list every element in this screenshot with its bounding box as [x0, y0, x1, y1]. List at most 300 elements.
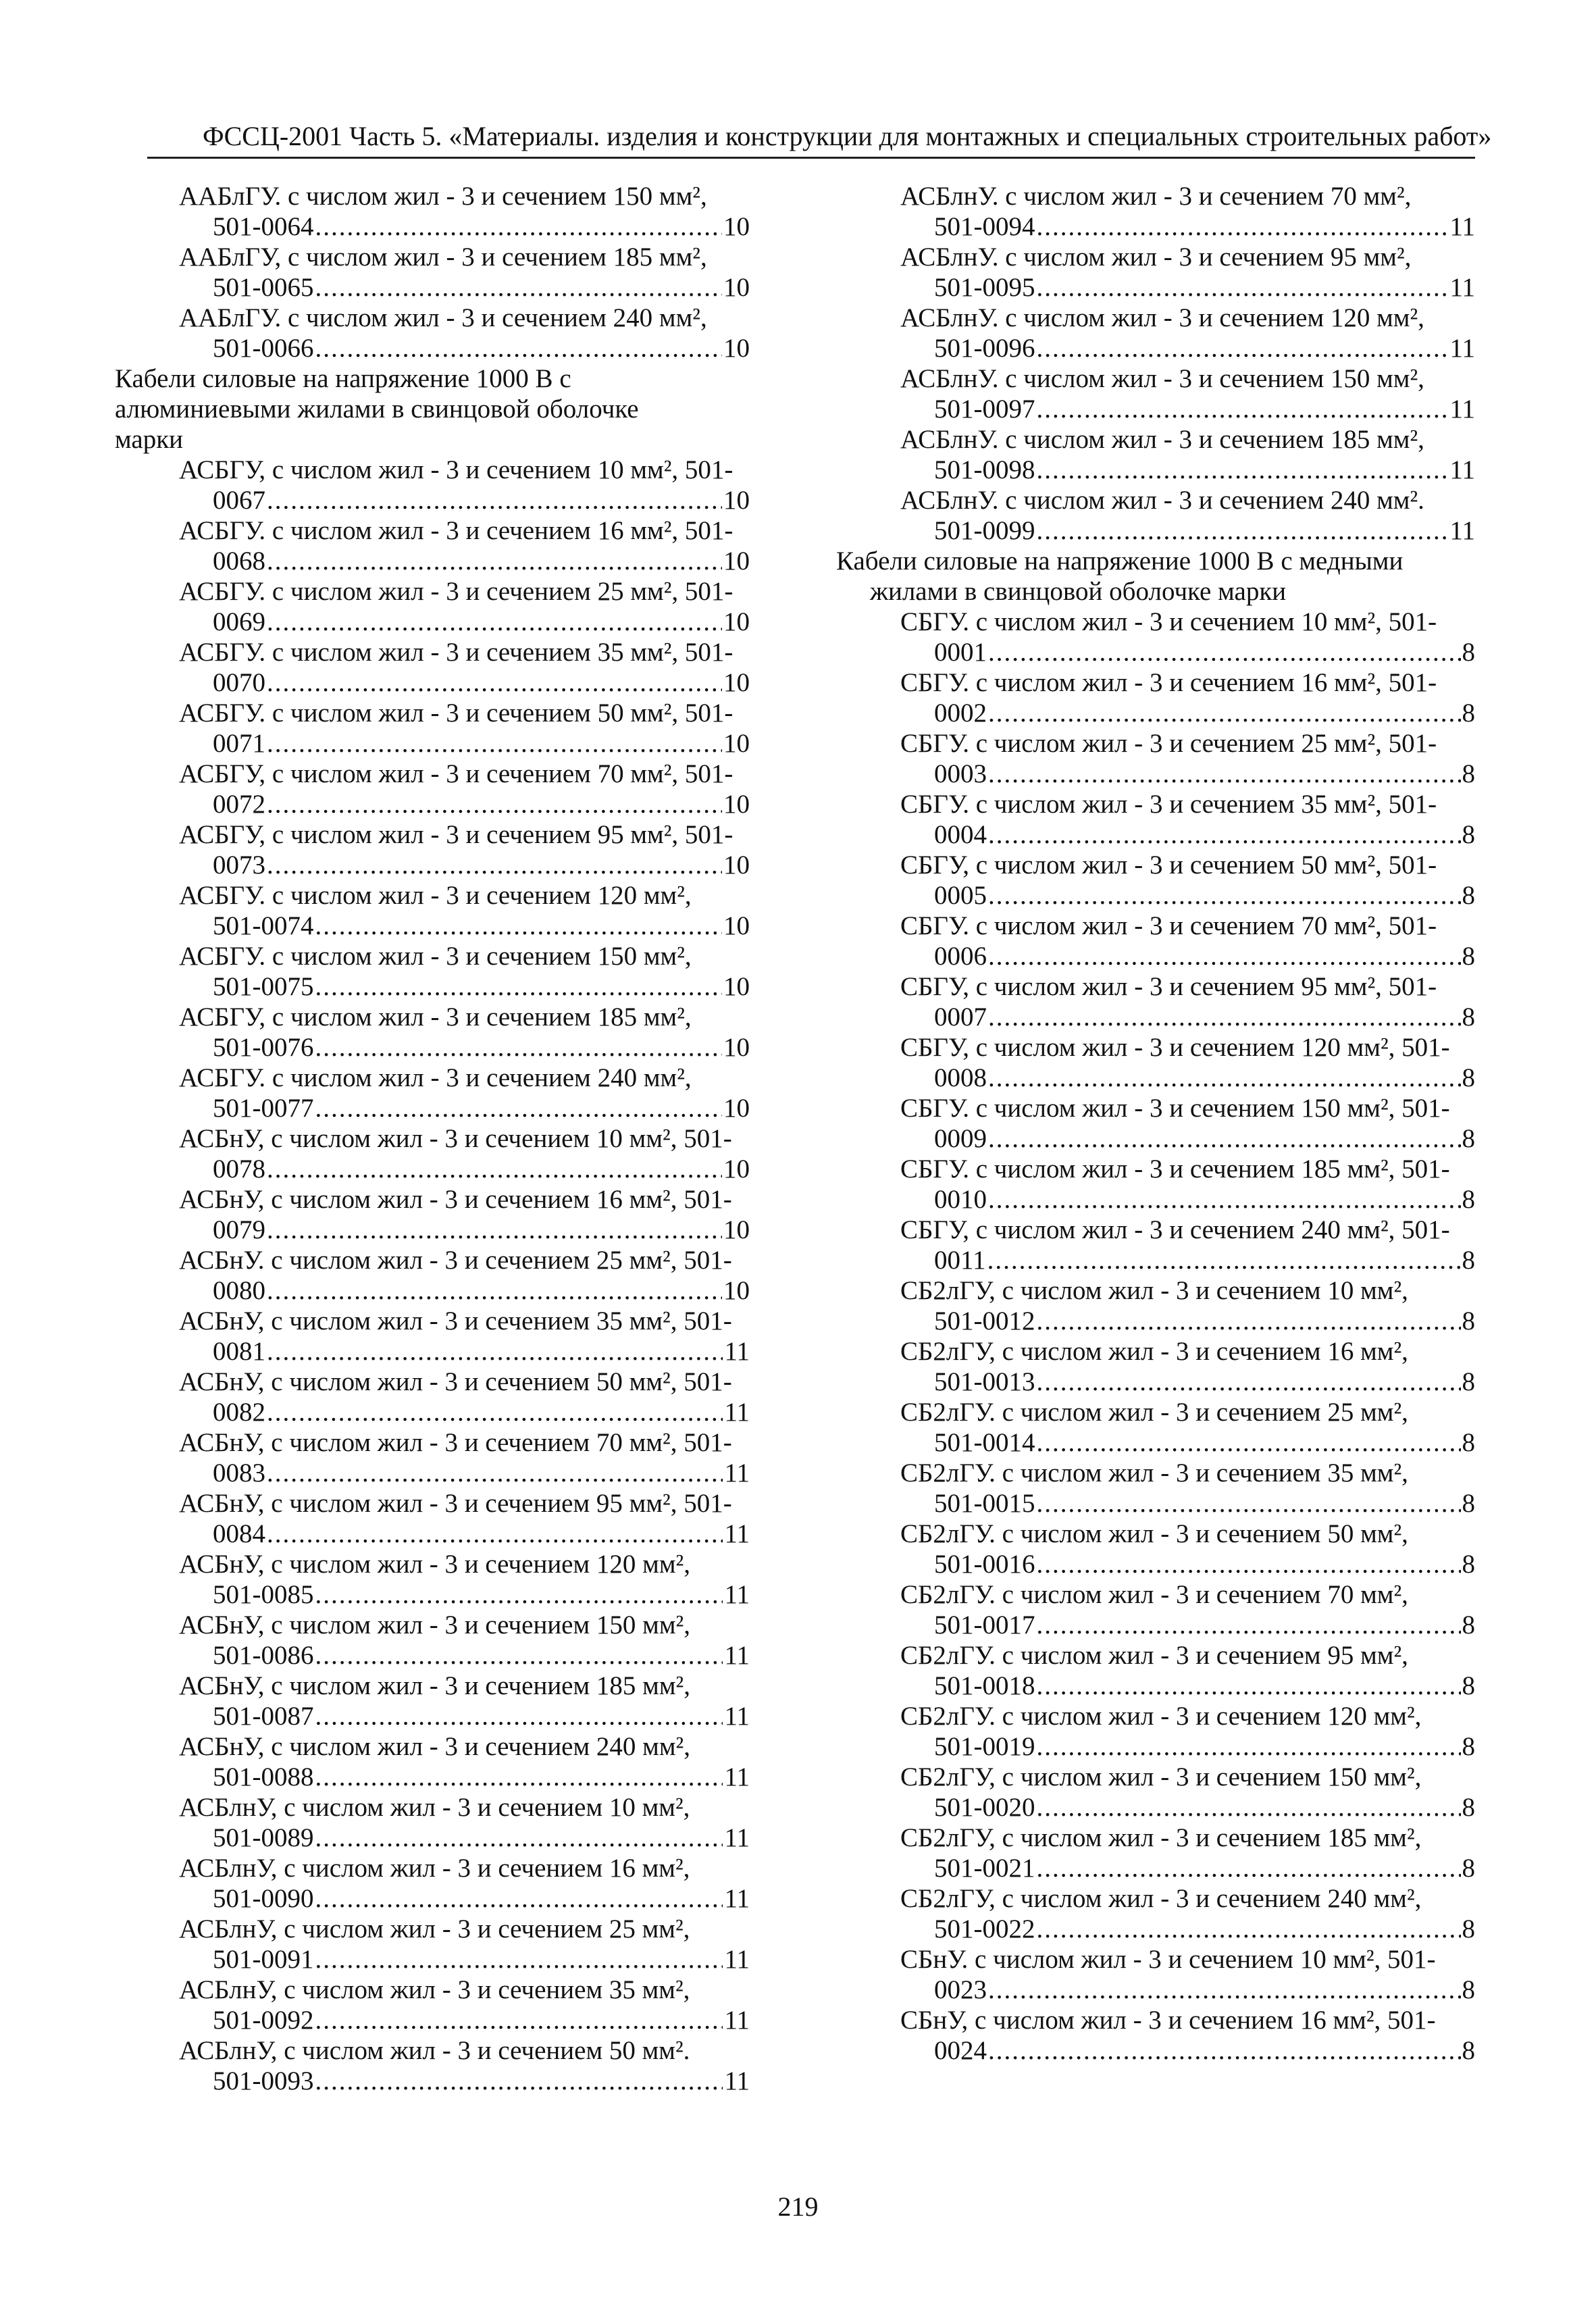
index-entry — [836, 1215, 1475, 1275]
entry-label: АСБГУ, с числом жил - 3 и сечением 70 мм², 501- — [179, 759, 733, 788]
entry-code-line — [179, 1154, 750, 1184]
entry-code: 0084 — [213, 1519, 265, 1548]
entry-page-ref: 8 — [1462, 638, 1475, 667]
entry-label: АСБлнУ. с числом жил - 3 и сечением 70 мм², — [900, 182, 1412, 211]
entry-code-line — [900, 2035, 1475, 2066]
entry-label: АСБнУ, с числом жил - 3 и сечением 185 мм², — [179, 1671, 690, 1700]
entry-label: АСБГУ. с числом жил - 3 и сечением 120 мм², — [179, 881, 692, 910]
index-entry — [115, 941, 750, 1002]
index-entry — [836, 303, 1475, 363]
entry-code-line — [900, 698, 1475, 728]
entry-label: АСБнУ, с числом жил - 3 и сечением 10 мм², 501- — [179, 1124, 732, 1153]
entry-page-ref: 11 — [1449, 273, 1475, 302]
index-entry — [115, 455, 750, 515]
entry-code-line — [900, 759, 1475, 789]
entry-code: 501-0021 — [934, 1854, 1035, 1883]
index-entry — [115, 1184, 750, 1245]
entry-code-line — [179, 1215, 750, 1245]
entry-code: 0079 — [213, 1215, 265, 1244]
dot-leader — [267, 728, 722, 759]
entry-label: ААБлГУ. с числом жил - 3 и сечением 150 мм², — [179, 182, 707, 211]
entry-label: АСБнУ. с числом жил - 3 и сечением 25 мм², 501- — [179, 1246, 732, 1275]
dot-leader — [988, 880, 1461, 911]
index-entry — [836, 181, 1475, 242]
index-entry — [836, 1823, 1475, 1883]
index-entry — [115, 576, 750, 637]
entry-code-line — [179, 2005, 750, 2035]
dot-leader — [988, 1002, 1461, 1032]
index-entry — [836, 728, 1475, 789]
index-entry — [836, 1032, 1475, 1093]
entry-label: СБ2лГУ, с числом жил - 3 и сечением 10 мм², — [900, 1276, 1408, 1305]
dot-leader — [988, 2035, 1461, 2066]
entry-code: 501-0098 — [934, 455, 1035, 484]
entry-code-line — [179, 2066, 750, 2096]
index-entry — [836, 1154, 1475, 1215]
entry-label: СБГУ. с числом жил - 3 и сечением 16 мм², 501- — [900, 668, 1437, 697]
entry-code-line — [179, 607, 750, 637]
index-entry — [115, 181, 750, 242]
dot-leader — [988, 1184, 1461, 1215]
entry-code-line — [900, 1853, 1475, 1883]
index-entry — [115, 1731, 750, 1792]
entry-label: СБГУ, с числом жил - 3 и сечением 95 мм², 501- — [900, 972, 1437, 1001]
entry-code-line — [900, 1184, 1475, 1215]
dot-leader — [315, 1093, 723, 1123]
entry-code-line — [179, 1701, 750, 1731]
dot-leader — [315, 272, 723, 303]
entry-code-line — [179, 272, 750, 303]
entry-code: 501-0090 — [213, 1884, 314, 1913]
entry-page-ref: 8 — [1462, 1914, 1475, 1943]
entry-page-ref: 11 — [724, 1823, 750, 1852]
entry-code: 501-0087 — [213, 1702, 314, 1731]
entry-page-ref: 8 — [1462, 1367, 1475, 1396]
entry-code-line — [179, 1458, 750, 1488]
entry-code: 0023 — [934, 1975, 987, 2004]
entry-label: АСБлнУ, с числом жил - 3 и сечением 10 мм², — [179, 1793, 690, 1822]
index-entry — [115, 637, 750, 698]
entry-label: АСБГУ. с числом жил - 3 и сечением 150 мм², — [179, 942, 692, 971]
index-entry — [115, 1245, 750, 1306]
entry-label: ААБлГУ, с числом жил - 3 и сечением 185 мм², — [179, 243, 707, 272]
entry-code: 501-0091 — [213, 1945, 314, 1974]
entry-code: 0070 — [213, 668, 265, 697]
entry-page-ref: 8 — [1462, 942, 1475, 971]
entry-page-ref: 8 — [1462, 1671, 1475, 1700]
entry-code-line — [900, 1245, 1475, 1275]
dot-leader — [988, 759, 1461, 789]
entry-code-line — [179, 546, 750, 576]
entry-code: 0072 — [213, 790, 265, 819]
entry-page-ref: 11 — [724, 1519, 750, 1548]
entry-code: 0071 — [213, 729, 265, 758]
entry-label: ААБлГУ. с числом жил - 3 и сечением 240 мм², — [179, 303, 707, 332]
entry-label: АСБГУ. с числом жил - 3 и сечением 25 мм², 501- — [179, 577, 733, 606]
entry-code-line — [179, 1883, 750, 1914]
dot-leader — [267, 789, 722, 819]
dot-leader — [267, 546, 722, 576]
dot-leader — [1037, 1731, 1461, 1762]
entry-code: 0007 — [934, 1002, 987, 1032]
dot-leader — [267, 485, 722, 515]
entry-code: 0009 — [934, 1124, 987, 1153]
entry-page-ref: 8 — [1462, 1550, 1475, 1579]
index-entry — [115, 242, 750, 303]
entry-code-line — [179, 1519, 750, 1549]
entry-label: СБнУ. с числом жил - 3 и сечением 10 мм², 501- — [900, 1945, 1436, 1974]
entry-code-line — [900, 1975, 1475, 2005]
dot-leader — [267, 1154, 722, 1184]
dot-leader — [315, 911, 723, 941]
entry-label: СБГУ. с числом жил - 3 и сечением 35 мм², 501- — [900, 790, 1437, 819]
entry-page-ref: 10 — [723, 486, 750, 515]
entry-code: 501-0096 — [934, 334, 1035, 363]
entry-code: 0002 — [934, 698, 987, 728]
page-header: ФССЦ-2001 Часть 5. «Материалы. изделия и конструкции для монтажных и специальных строительных работ» — [203, 121, 1492, 151]
entry-code: 501-0075 — [213, 972, 314, 1001]
dot-leader — [267, 1397, 723, 1427]
dot-leader — [315, 1032, 723, 1063]
entry-code-line — [900, 880, 1475, 911]
dot-leader — [267, 850, 722, 880]
entry-label: СБ2лГУ. с числом жил - 3 и сечением 120 мм², — [900, 1702, 1422, 1731]
dot-leader — [1037, 1549, 1461, 1579]
entry-page-ref: 10 — [723, 668, 750, 697]
entry-code: 0005 — [934, 881, 987, 910]
entry-page-ref: 8 — [1462, 1124, 1475, 1153]
entry-page-ref: 10 — [723, 911, 750, 940]
entry-page-ref: 8 — [1462, 1002, 1475, 1032]
entry-label: СБ2лГУ, с числом жил - 3 и сечением 16 мм², — [900, 1337, 1408, 1366]
index-entry — [115, 1671, 750, 1731]
index-entry — [836, 1640, 1475, 1701]
index-entry — [115, 1123, 750, 1184]
entry-label: АСБнУ, с числом жил - 3 и сечением 95 мм², 501- — [179, 1489, 732, 1518]
entry-code: 0069 — [213, 607, 265, 636]
dot-leader — [988, 1123, 1461, 1154]
entry-code-line — [179, 789, 750, 819]
entry-page-ref: 8 — [1462, 1975, 1475, 2004]
dot-leader — [1037, 333, 1449, 363]
entry-page-ref: 10 — [723, 212, 750, 241]
entry-page-ref: 10 — [723, 1094, 750, 1123]
entry-code: 501-0015 — [934, 1489, 1035, 1518]
entry-page-ref: 10 — [723, 850, 750, 880]
entry-code: 501-0020 — [934, 1793, 1035, 1822]
entry-label: СБнУ, с числом жил - 3 и сечением 16 мм², 501- — [900, 2006, 1436, 2035]
entry-label: АСБлнУ, с числом жил - 3 и сечением 25 мм², — [179, 1914, 690, 1943]
entry-label: АСБлнУ. с числом жил - 3 и сечением 95 мм², — [900, 243, 1412, 272]
entry-code: 0073 — [213, 850, 265, 880]
section-heading — [115, 363, 750, 455]
entry-code-line — [179, 333, 750, 363]
entry-code-line — [179, 1762, 750, 1792]
entry-page-ref: 11 — [1449, 395, 1475, 424]
dot-leader — [1037, 272, 1449, 303]
entry-code-line — [179, 971, 750, 1002]
index-entry — [115, 1367, 750, 1427]
entry-page-ref: 8 — [1462, 1489, 1475, 1518]
entry-code-line — [179, 850, 750, 880]
entry-page-ref: 8 — [1462, 2036, 1475, 2065]
entry-label: СБ2лГУ. с числом жил - 3 и сечением 70 мм², — [900, 1580, 1408, 1609]
dot-leader — [988, 1975, 1461, 2005]
index-entry — [115, 880, 750, 941]
entry-code-line — [179, 1032, 750, 1063]
entry-page-ref: 8 — [1462, 698, 1475, 728]
entry-code-line — [179, 1640, 750, 1671]
dot-leader — [315, 1579, 723, 1610]
dot-leader — [1037, 1853, 1461, 1883]
index-entry — [115, 1610, 750, 1671]
entry-page-ref: 10 — [723, 972, 750, 1001]
entry-code-line — [179, 1579, 750, 1610]
entry-label: СБГУ. с числом жил - 3 и сечением 70 мм², 501- — [900, 911, 1437, 940]
dot-leader — [988, 941, 1461, 971]
index-entry — [115, 819, 750, 880]
entry-code-line — [179, 1944, 750, 1975]
entry-label: СБ2лГУ. с числом жил - 3 и сечением 50 мм², — [900, 1519, 1408, 1548]
index-entry — [836, 607, 1475, 667]
entry-page-ref: 10 — [723, 547, 750, 576]
entry-code: 0011 — [934, 1246, 986, 1275]
entry-label: СБГУ. с числом жил - 3 и сечением 25 мм², 501- — [900, 729, 1437, 758]
dot-leader — [315, 333, 723, 363]
entry-label: АСБГУ. с числом жил - 3 и сечением 16 мм², 501- — [179, 516, 733, 545]
dot-leader — [267, 1215, 722, 1245]
entry-code-line — [900, 1671, 1475, 1701]
dot-leader — [267, 607, 722, 637]
entry-code: 501-0097 — [934, 395, 1035, 424]
entry-page-ref: 8 — [1462, 1610, 1475, 1640]
entry-code-line — [900, 515, 1475, 546]
entry-code: 501-0093 — [213, 2066, 314, 2095]
header-rule — [147, 157, 1475, 159]
dot-leader — [988, 698, 1461, 728]
entry-label: АСБГУ. с числом жил - 3 и сечением 50 мм², 501- — [179, 698, 733, 728]
dot-leader — [1037, 211, 1449, 242]
entry-page-ref: 10 — [723, 334, 750, 363]
entry-label: СБ2лГУ, с числом жил - 3 и сечением 185 мм², — [900, 1823, 1422, 1852]
section-heading — [836, 546, 1475, 607]
entry-label: АСБлнУ, с числом жил - 3 и сечением 35 мм², — [179, 1975, 690, 2004]
index-entry — [836, 1762, 1475, 1823]
dot-leader — [1037, 1792, 1461, 1823]
entry-code: 501-0018 — [934, 1671, 1035, 1700]
dot-leader — [1037, 1306, 1461, 1336]
index-entry — [836, 1701, 1475, 1762]
dot-leader — [1037, 1427, 1461, 1458]
section-heading-line: Кабели силовые на напряжение 1000 В с — [115, 364, 571, 393]
index-entry — [836, 850, 1475, 911]
index-column-right — [836, 181, 1475, 2066]
entry-code-line — [900, 941, 1475, 971]
entry-code-line — [179, 1397, 750, 1427]
entry-page-ref: 11 — [724, 1762, 750, 1791]
entry-label: СБ2лГУ. с числом жил - 3 и сечением 35 мм², — [900, 1458, 1408, 1488]
entry-page-ref: 10 — [723, 607, 750, 636]
entry-code: 0078 — [213, 1154, 265, 1184]
entry-code-line — [179, 728, 750, 759]
index-column-left — [115, 181, 750, 2096]
entry-label: АСБлнУ. с числом жил - 3 и сечением 120 мм², — [900, 303, 1424, 332]
entry-label: СБГУ, с числом жил - 3 и сечением 240 мм², 501- — [900, 1215, 1450, 1244]
dot-leader — [987, 1245, 1461, 1275]
dot-leader — [267, 1275, 722, 1306]
dot-leader — [315, 1883, 723, 1914]
entry-label: АСБГУ, с числом жил - 3 и сечением 95 мм², 501- — [179, 820, 733, 849]
entry-code: 0003 — [934, 759, 987, 788]
index-entry — [115, 1427, 750, 1488]
entry-page-ref: 10 — [723, 790, 750, 819]
entry-code: 0004 — [934, 820, 987, 849]
dot-leader — [1037, 1610, 1461, 1640]
entry-page-ref: 11 — [724, 1945, 750, 1974]
entry-label: АСБлнУ. с числом жил - 3 и сечением 150 мм², — [900, 364, 1424, 393]
entry-label: АСБнУ, с числом жил - 3 и сечением 16 мм², 501- — [179, 1185, 732, 1214]
entry-code-line — [179, 1336, 750, 1367]
dot-leader — [267, 1336, 723, 1367]
dot-leader — [315, 1762, 723, 1792]
entry-code-line — [900, 1610, 1475, 1640]
index-entry — [115, 515, 750, 576]
index-entry — [836, 363, 1475, 424]
entry-page-ref: 11 — [724, 2066, 750, 2095]
entry-code: 501-0089 — [213, 1823, 314, 1852]
entry-code-line — [900, 1731, 1475, 1762]
entry-code: 501-0066 — [213, 334, 314, 363]
entry-code-line — [900, 333, 1475, 363]
entry-page-ref: 8 — [1462, 1793, 1475, 1822]
entry-code: 0067 — [213, 486, 265, 515]
entry-code: 501-0095 — [934, 273, 1035, 302]
entry-label: АСБГУ. с числом жил - 3 и сечением 35 мм², 501- — [179, 638, 733, 667]
entry-code: 501-0077 — [213, 1094, 314, 1123]
dot-leader — [267, 667, 722, 698]
entry-code-line — [900, 272, 1475, 303]
entry-page-ref: 8 — [1462, 1732, 1475, 1761]
index-entry — [836, 971, 1475, 1032]
entry-label: СБГУ. с числом жил - 3 и сечением 150 мм², 501- — [900, 1094, 1450, 1123]
index-entry — [836, 1883, 1475, 1944]
entry-code-line — [900, 1914, 1475, 1944]
entry-label: АСБГУ, с числом жил - 3 и сечением 185 мм², — [179, 1002, 692, 1032]
dot-leader — [315, 1944, 723, 1975]
entry-code: 0068 — [213, 547, 265, 576]
entry-code-line — [900, 819, 1475, 850]
entry-code: 501-0022 — [934, 1914, 1035, 1943]
dot-leader — [315, 1640, 723, 1671]
entry-label: АСБГУ, с числом жил - 3 и сечением 10 мм², 501- — [179, 455, 733, 484]
index-entry — [115, 2035, 750, 2096]
entry-code: 501-0013 — [934, 1367, 1035, 1396]
index-entry — [115, 1792, 750, 1853]
entry-code: 0001 — [934, 638, 987, 667]
section-heading-line: жилами в свинцовой оболочке марки — [870, 577, 1287, 606]
index-entry — [836, 2005, 1475, 2066]
entry-code: 0010 — [934, 1185, 987, 1214]
entry-page-ref: 10 — [723, 1033, 750, 1062]
index-entry — [115, 1853, 750, 1914]
dot-leader — [315, 1823, 723, 1853]
dot-leader — [1037, 1488, 1461, 1519]
entry-page-ref: 11 — [724, 2006, 750, 2035]
dot-leader — [267, 1458, 723, 1488]
entry-code: 501-0085 — [213, 1580, 314, 1609]
entry-code: 501-0076 — [213, 1033, 314, 1062]
index-entry — [836, 1579, 1475, 1640]
entry-code-line — [900, 1306, 1475, 1336]
section-heading-line: марки — [115, 425, 184, 454]
dot-leader — [315, 1701, 723, 1731]
entry-label: СБ2лГУ. с числом жил - 3 и сечением 95 мм², — [900, 1641, 1408, 1670]
entry-code: 0024 — [934, 2036, 987, 2065]
entry-label: АСБлнУ, с числом жил - 3 и сечением 16 мм², — [179, 1854, 690, 1883]
index-entry — [115, 1002, 750, 1063]
entry-label: АСБнУ, с числом жил - 3 и сечением 120 мм², — [179, 1550, 690, 1579]
entry-label: СБ2лГУ, с числом жил - 3 и сечением 150 мм², — [900, 1762, 1422, 1791]
index-entry — [836, 667, 1475, 728]
entry-label: АСБлнУ. с числом жил - 3 и сечением 185 мм², — [900, 425, 1424, 454]
entry-label: АСБнУ, с числом жил - 3 и сечением 50 мм², 501- — [179, 1367, 732, 1396]
entry-label: СБГУ. с числом жил - 3 и сечением 185 мм², 501- — [900, 1154, 1450, 1184]
entry-page-ref: 10 — [723, 1276, 750, 1305]
index-entry — [115, 1975, 750, 2035]
index-entry — [836, 789, 1475, 850]
entry-page-ref: 8 — [1462, 1185, 1475, 1214]
entry-code: 501-0064 — [213, 212, 314, 241]
entry-code-line — [179, 911, 750, 941]
entry-page-ref: 10 — [723, 729, 750, 758]
entry-code: 0081 — [213, 1337, 265, 1366]
index-entry — [836, 1093, 1475, 1154]
entry-label: СБГУ, с числом жил - 3 и сечением 120 мм², 501- — [900, 1033, 1450, 1062]
entry-code: 0008 — [934, 1063, 987, 1092]
entry-page-ref: 11 — [724, 1641, 750, 1670]
entry-page-ref: 11 — [1449, 516, 1475, 545]
index-entry — [115, 1914, 750, 1975]
index-entry — [836, 424, 1475, 485]
index-entry — [115, 303, 750, 363]
dot-leader — [315, 2005, 723, 2035]
dot-leader — [1037, 1367, 1461, 1397]
entry-code-line — [900, 1002, 1475, 1032]
dot-leader — [1037, 515, 1449, 546]
entry-page-ref: 11 — [724, 1702, 750, 1731]
index-entry — [836, 1275, 1475, 1336]
entry-page-ref: 8 — [1462, 820, 1475, 849]
entry-page-ref: 8 — [1462, 759, 1475, 788]
entry-code-line — [179, 667, 750, 698]
dot-leader — [1037, 455, 1449, 485]
entry-code-line — [900, 1123, 1475, 1154]
entry-code-line — [900, 1427, 1475, 1458]
entry-label: СБГУ, с числом жил - 3 и сечением 50 мм², 501- — [900, 850, 1437, 880]
entry-code: 0082 — [213, 1398, 265, 1427]
entry-code: 0083 — [213, 1458, 265, 1488]
dot-leader — [315, 971, 723, 1002]
entry-page-ref: 11 — [724, 1884, 750, 1913]
entry-code: 501-0074 — [213, 911, 314, 940]
entry-page-ref: 11 — [724, 1458, 750, 1488]
entry-label: АСБнУ, с числом жил - 3 и сечением 240 мм², — [179, 1732, 690, 1761]
entry-code-line — [900, 1063, 1475, 1093]
index-entry — [836, 1397, 1475, 1458]
dot-leader — [988, 1063, 1461, 1093]
entry-label: АСБнУ, с числом жил - 3 и сечением 70 мм², 501- — [179, 1428, 732, 1457]
entry-page-ref: 11 — [1449, 455, 1475, 484]
